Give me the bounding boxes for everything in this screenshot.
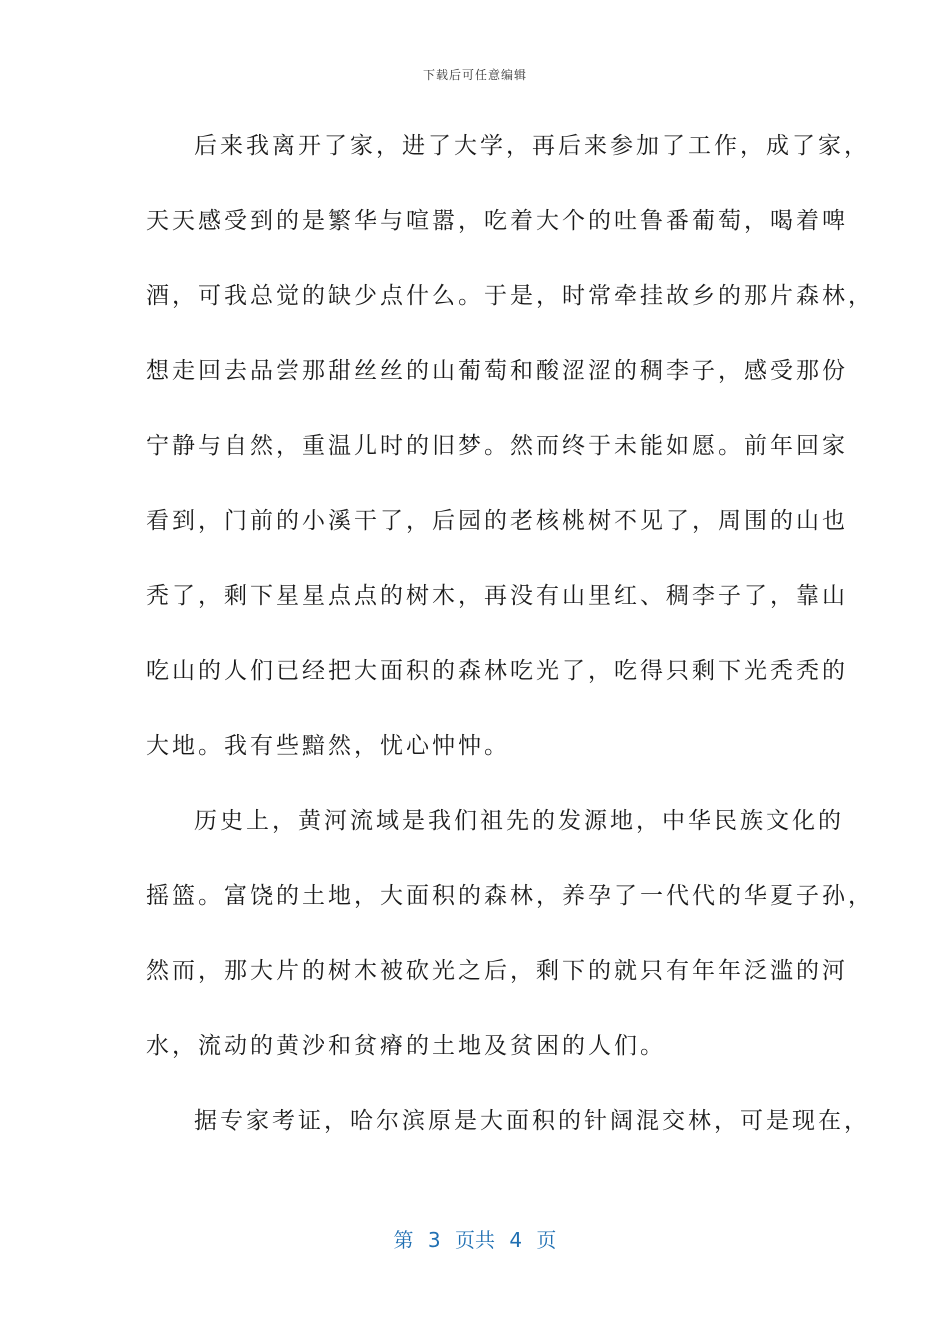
page-number [0, 1224, 950, 1253]
text-line: 秃了，剩下星星点点的树木，再没有山里红、稠李子了，靠山 [146, 583, 848, 609]
text-line: 据专家考证，哈尔滨原是大面积的针阔混交林，可是现在， [194, 1108, 870, 1134]
text-line: 水，流动的黄沙和贫瘠的土地及贫困的人们。 [146, 1033, 666, 1059]
paragraph-2 [146, 795, 874, 1095]
text-line: 大地。我有些黯然，忧心忡忡。 [146, 733, 510, 759]
text-line: 吃山的人们已经把大面积的森林吃光了，吃得只剩下光秃秃的 [146, 658, 848, 684]
text-line: 后来我离开了家，进了大学，再后来参加了工作，成了家， [194, 133, 870, 159]
paragraph-3 [146, 1095, 870, 1170]
text-line: 然而，那大片的树木被砍光之后，剩下的就只有年年泛滥的河 [146, 958, 848, 984]
text-line: 想走回去品尝那甜丝丝的山葡萄和酸涩涩的稠李子，感受那份 [146, 358, 848, 384]
document-body [146, 120, 874, 1170]
text-line: 历史上，黄河流域是我们祖先的发源地，中华民族文化的 [194, 808, 844, 834]
page-number-text: 第 3 页共 4 页 [393, 1228, 557, 1252]
text-line: 摇篮。富饶的土地，大面积的森林，养孕了一代代的华夏子孙， [146, 883, 874, 909]
text-line: 看到，门前的小溪干了，后园的老核桃树不见了，周围的山也 [146, 508, 848, 534]
text-line: 酒，可我总觉的缺少点什么。于是，时常牵挂故乡的那片森林， [146, 283, 874, 309]
paragraph-1 [146, 120, 874, 795]
text-line: 天天感受到的是繁华与喧嚣，吃着大个的吐鲁番葡萄，喝着啤 [146, 208, 848, 234]
page-header: 下载后可任意编辑 [422, 68, 527, 82]
text-line: 宁静与自然，重温儿时的旧梦。然而终于未能如愿。前年回家 [146, 433, 848, 459]
